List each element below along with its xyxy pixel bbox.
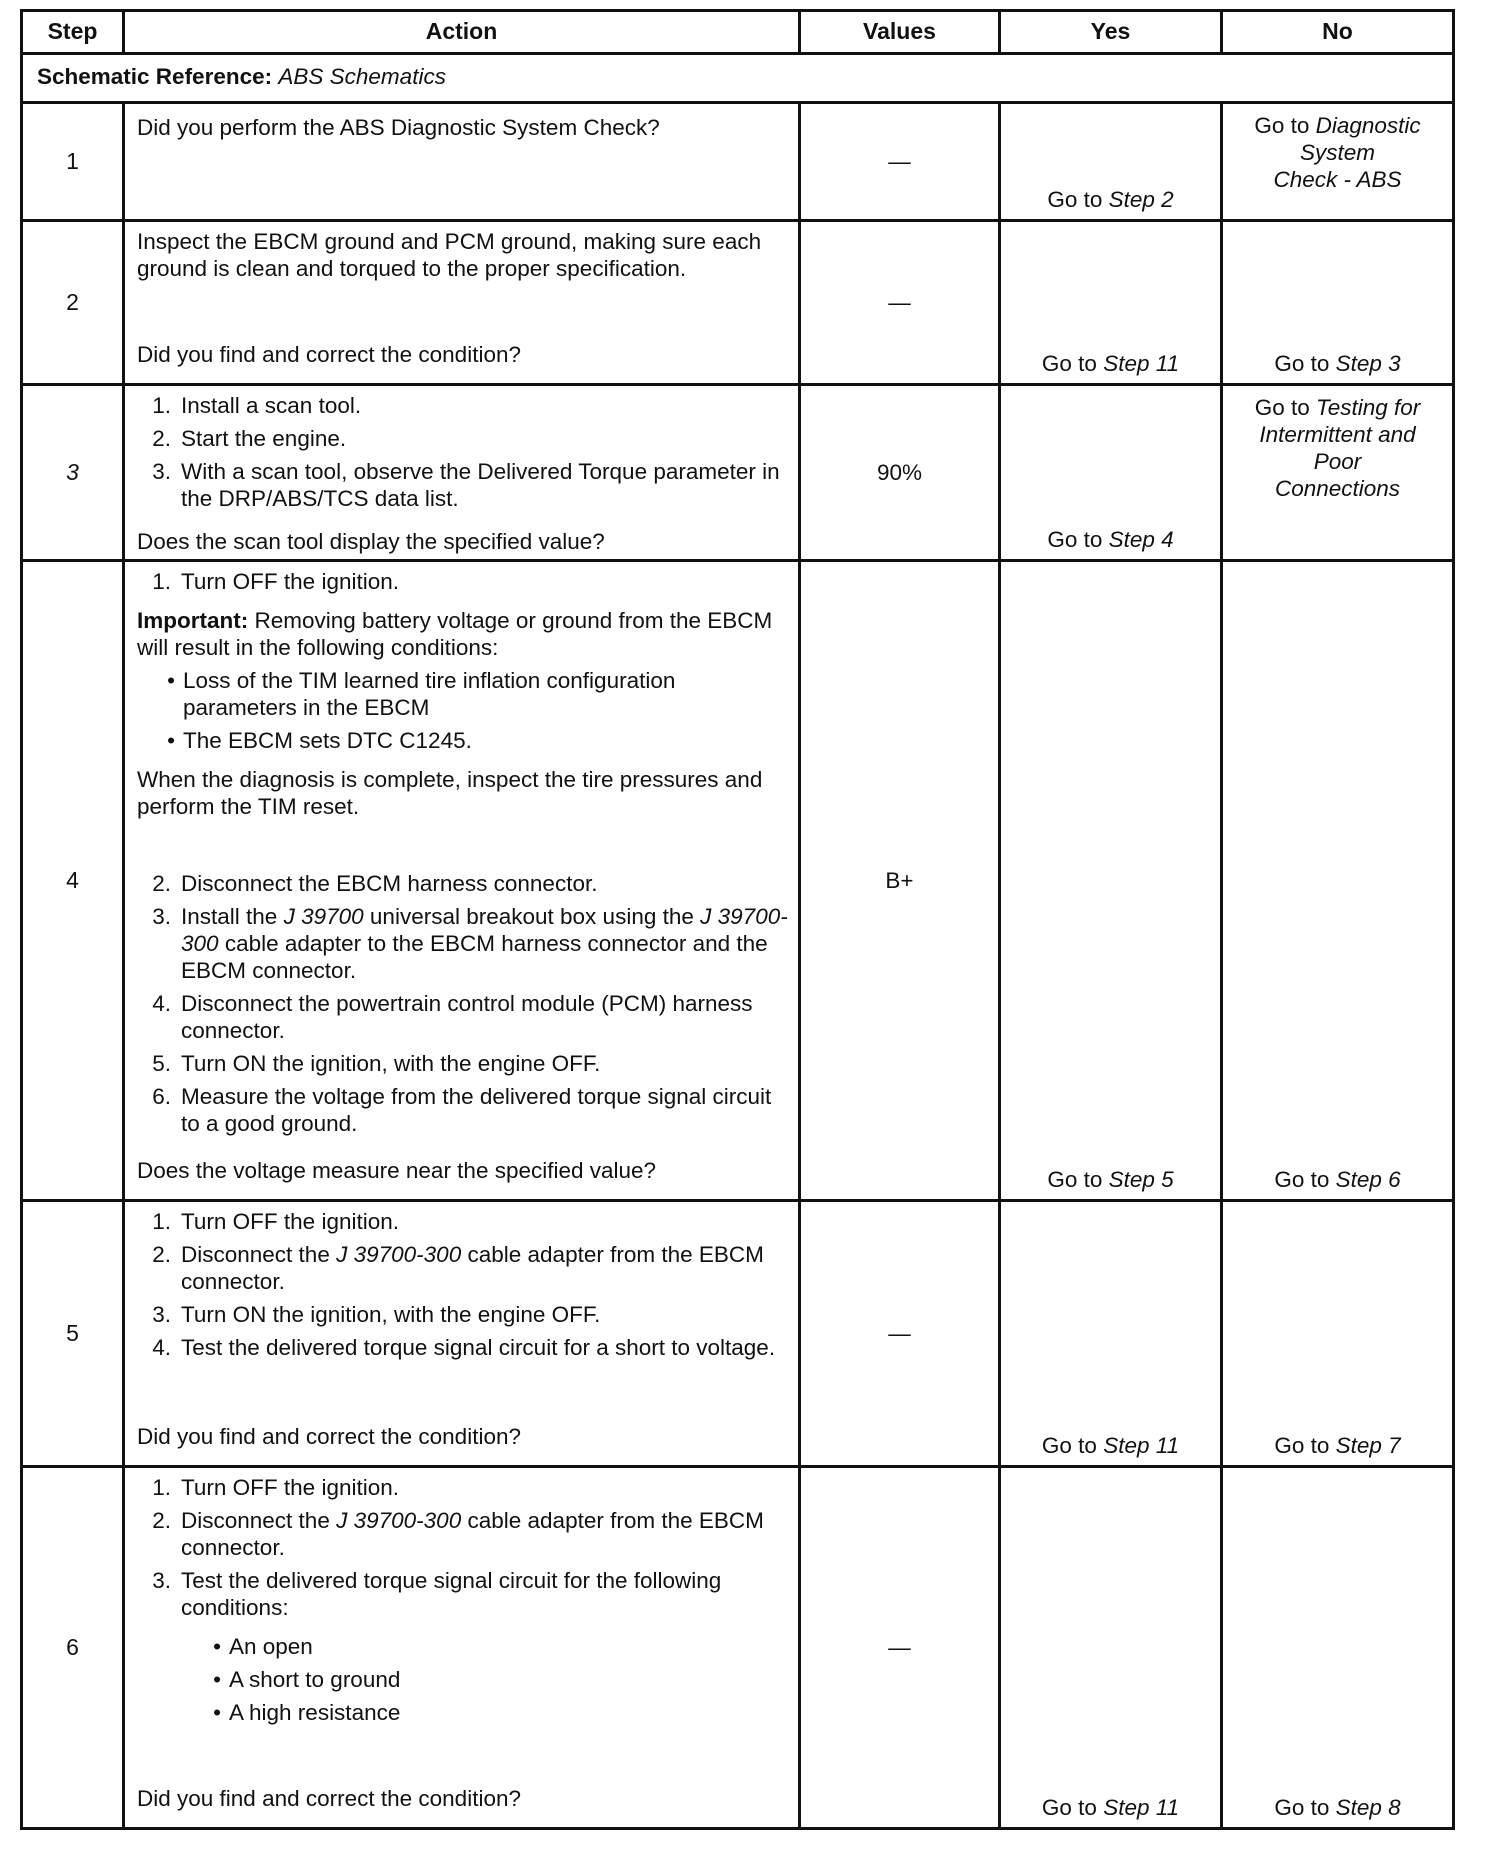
- go-to-label: Go to: [1274, 1167, 1330, 1192]
- no-step-link[interactable]: Step 3: [1335, 351, 1401, 376]
- values-cell: —: [800, 103, 1000, 221]
- list-item: 1. Install a scan tool.: [152, 393, 362, 418]
- go-to-label: Go to: [1254, 395, 1310, 420]
- action-cell: [124, 385, 800, 561]
- values-cell: —: [800, 221, 1000, 385]
- header-yes: Yes: [1000, 11, 1222, 54]
- go-to-label: Go to: [1274, 1795, 1330, 1820]
- header-row: [22, 11, 1454, 54]
- no-cell[interactable]: [1222, 385, 1454, 561]
- header-action: Action: [124, 11, 800, 54]
- table-row: [22, 1201, 1454, 1467]
- go-to-label: Go to: [1274, 1433, 1330, 1458]
- list-item: • The EBCM sets DTC C1245.: [167, 728, 472, 753]
- table-row: [22, 1467, 1454, 1829]
- list-item: 3. Turn ON the ignition, with the engine OFF.: [152, 1302, 601, 1327]
- go-to-label: Go to: [1047, 527, 1103, 552]
- action-question: Does the voltage measure near the specified value?: [137, 1158, 657, 1183]
- list-item: • Loss of the TIM learned tire inflation configuration parameters in the EBCM: [167, 668, 676, 720]
- go-to-label: Go to: [1274, 351, 1330, 376]
- no-cell[interactable]: [1222, 561, 1454, 1201]
- go-to-label: Go to: [1041, 351, 1097, 376]
- action-question: Did you find and correct the condition?: [137, 342, 521, 367]
- no-link-line: Testing for: [1316, 395, 1421, 420]
- list-item: • An open: [213, 1634, 313, 1659]
- diagnostic-table-document: [20, 9, 1452, 1830]
- bullet-list: [137, 667, 788, 760]
- step-number-text: 3: [66, 458, 79, 485]
- no-link[interactable]: [1223, 386, 1452, 502]
- no-link-line: System: [1299, 140, 1375, 165]
- list-item: 3. Test the delivered torque signal circuit for the following conditions:: [152, 1568, 722, 1620]
- no-step-link[interactable]: Step 8: [1335, 1795, 1401, 1820]
- go-to-label: Go to: [1041, 1795, 1097, 1820]
- diagnostic-table: [20, 9, 1455, 1830]
- go-to-label: Go to: [1041, 1433, 1097, 1458]
- yes-step-link[interactable]: Step 2: [1108, 187, 1174, 212]
- list-item: 5. Turn ON the ignition, with the engine OFF.: [152, 1051, 601, 1076]
- header-step: Step: [22, 11, 124, 54]
- values-cell: 90%: [800, 385, 1000, 561]
- list-item: 2. Start the engine.: [152, 426, 347, 451]
- yes-cell[interactable]: [1000, 221, 1222, 385]
- yes-step-link[interactable]: Step 11: [1103, 1795, 1180, 1820]
- header-values: Values: [800, 11, 1000, 54]
- yes-cell[interactable]: [1000, 1467, 1222, 1829]
- list-item: 1. Turn OFF the ignition.: [152, 569, 400, 594]
- action-question: Does the scan tool display the specified value?: [137, 529, 605, 554]
- yes-step-link[interactable]: Step 11: [1103, 351, 1180, 376]
- go-to-label: Go to: [1047, 187, 1103, 212]
- yes-step-link[interactable]: Step 4: [1108, 527, 1174, 552]
- yes-cell[interactable]: [1000, 561, 1222, 1201]
- no-cell[interactable]: [1222, 1467, 1454, 1829]
- action-list: [137, 870, 788, 1143]
- list-item: • A short to ground: [213, 1667, 401, 1692]
- yes-step-link[interactable]: Step 5: [1108, 1167, 1174, 1192]
- table-row: [22, 561, 1454, 1201]
- table-row: [22, 221, 1454, 385]
- action-question: Did you perform the ABS Diagnostic System Check?: [137, 115, 660, 140]
- action-list: [137, 568, 788, 601]
- no-link-line: Diagnostic: [1315, 113, 1421, 138]
- action-question: Did you find and correct the condition?: [137, 1424, 521, 1449]
- step-number: [22, 385, 124, 561]
- step-number: 2: [22, 221, 124, 385]
- step-number: 6: [22, 1467, 124, 1829]
- action-text: Inspect the EBCM ground and PCM ground, making sure each ground is clean and torqued to the proper specification.: [137, 229, 762, 281]
- yes-cell[interactable]: [1000, 1201, 1222, 1467]
- list-item: 4. Test the delivered torque signal circuit for a short to voltage.: [152, 1335, 776, 1360]
- action-cell: [124, 561, 800, 1201]
- list-item: 2. Disconnect the J 39700-300 cable adapter from the EBCM connector.: [152, 1242, 764, 1294]
- action-note: When the diagnosis is complete, inspect the tire pressures and perform the TIM reset.: [137, 767, 763, 819]
- no-step-link[interactable]: Step 7: [1335, 1433, 1401, 1458]
- yes-cell[interactable]: [1000, 385, 1222, 561]
- values-cell: B+: [800, 561, 1000, 1201]
- action-list: [137, 1474, 788, 1627]
- bullet-list: [137, 1633, 788, 1732]
- step-number: 1: [22, 103, 124, 221]
- go-to-label: Go to: [1047, 1167, 1103, 1192]
- table-row: [22, 103, 1454, 221]
- action-cell: [124, 103, 800, 221]
- action-question: Did you find and correct the condition?: [137, 1786, 521, 1811]
- values-cell: —: [800, 1201, 1000, 1467]
- list-item: 4. Disconnect the powertrain control module (PCM) harness connector.: [152, 991, 753, 1043]
- action-list: [137, 1208, 788, 1367]
- no-cell[interactable]: [1222, 103, 1454, 221]
- schematic-reference-label: Schematic Reference:: [37, 64, 273, 89]
- table-row: [22, 385, 1454, 561]
- no-link-line: Poor: [1313, 449, 1362, 474]
- action-cell: [124, 221, 800, 385]
- list-item: 1. Turn OFF the ignition.: [152, 1209, 400, 1234]
- action-cell: [124, 1201, 800, 1467]
- values-cell: —: [800, 1467, 1000, 1829]
- header-no: No: [1222, 11, 1454, 54]
- no-step-link[interactable]: Step 6: [1335, 1167, 1401, 1192]
- no-link-line: Check - ABS: [1273, 167, 1402, 192]
- yes-cell[interactable]: [1000, 103, 1222, 221]
- list-item: 3. With a scan tool, observe the Delivered Torque parameter in the DRP/ABS/TCS data list.: [152, 459, 780, 511]
- schematic-reference-row: [22, 54, 1454, 103]
- schematic-reference: [22, 54, 1454, 103]
- no-link[interactable]: [1223, 104, 1452, 193]
- list-item: 2. Disconnect the J 39700-300 cable adapter from the EBCM connector.: [152, 1508, 764, 1560]
- list-item: 6. Measure the voltage from the delivered torque signal circuit to a good ground.: [152, 1084, 772, 1136]
- step-number: 4: [22, 561, 124, 1201]
- list-item: • A high resistance: [213, 1700, 401, 1725]
- go-to-label: Go to: [1254, 113, 1310, 138]
- schematic-reference-link[interactable]: ABS Schematics: [278, 64, 446, 89]
- list-item: 1. Turn OFF the ignition.: [152, 1475, 400, 1500]
- no-cell[interactable]: [1222, 221, 1454, 385]
- step-number: 5: [22, 1201, 124, 1467]
- list-item: 2. Disconnect the EBCM harness connector.: [152, 871, 598, 896]
- no-link-line: Intermittent and: [1259, 422, 1416, 447]
- action-cell: [124, 1467, 800, 1829]
- important-note: Important: Removing battery voltage or ground from the EBCM will result in the following conditions:: [137, 608, 773, 660]
- action-list: [137, 392, 788, 518]
- no-link-line: Connections: [1274, 476, 1401, 501]
- list-item: 3. Install the J 39700 universal breakout box using the J 39700-300 cable adapter to the EBCM harness connector and the EBCM connector.: [152, 904, 788, 983]
- no-cell[interactable]: [1222, 1201, 1454, 1467]
- yes-step-link[interactable]: Step 11: [1103, 1433, 1180, 1458]
